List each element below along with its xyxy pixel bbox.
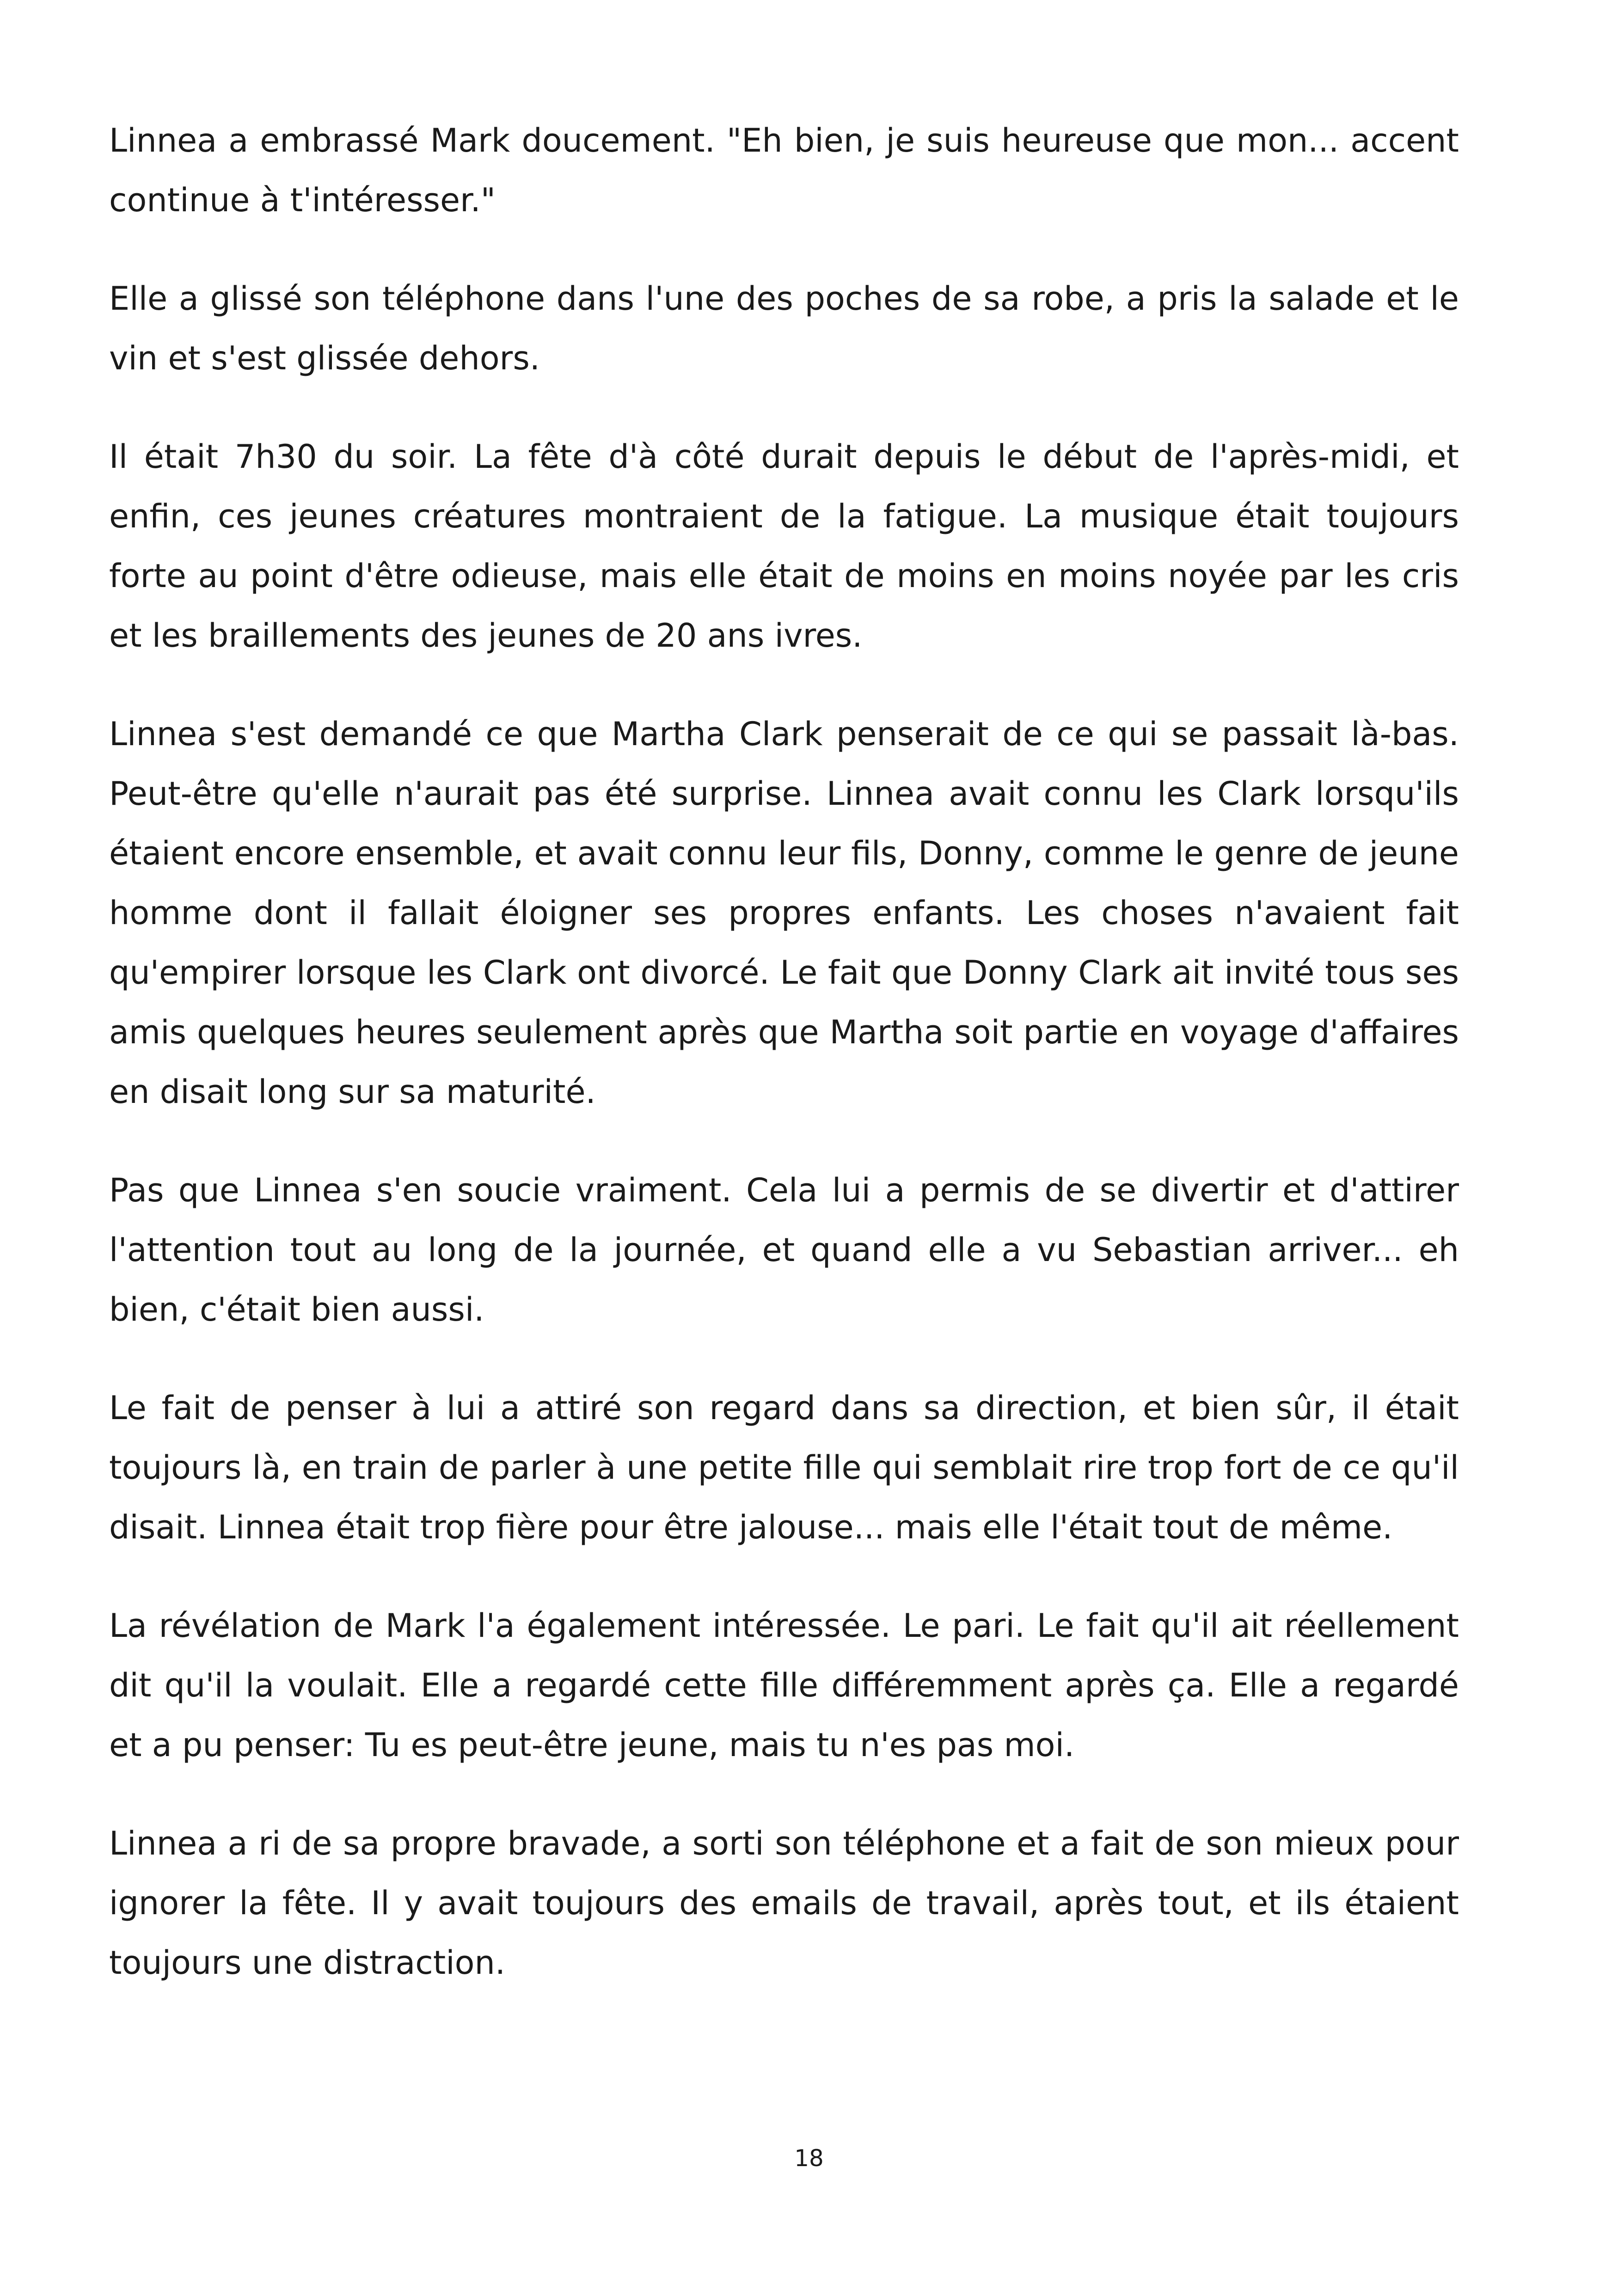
body-text: [109, 111, 1459, 2032]
page-number: 18: [794, 2145, 824, 2172]
paragraph-8: Linnea a ri de sa propre bravade, a sorti son téléphone et a fait de son mieux pour ignorer la fête. Il y avait toujours des emails de travail, après tout, et ils étaient toujours une distraction.: [109, 1825, 1459, 1982]
paragraph-6: Le fait de penser à lui a attiré son regard dans sa direction, et bien sûr, il était toujours là, en train de parler à une petite fille qui semblait rire trop fort de ce qu'il disait. Linnea était trop fière pour être jalouse... mais elle l'était tout de même.: [109, 1389, 1459, 1546]
paragraph-1: Linnea a embrassé Mark doucement. "Eh bien, je suis heureuse que mon... accent continue à t'intéresser.": [109, 122, 1459, 219]
paragraph-4: Linnea s'est demandé ce que Martha Clark penserait de ce qui se passait là-bas. Peut-être qu'elle n'aurait pas été surprise. Linnea avait connu les Clark lorsqu'ils étaient encore ensemble, et avait connu leur fils, Donny, comme le genre de jeune homme dont il fallait éloigner ses propres enfants. Les choses n'avaient fait qu'empirer lorsque les Clark ont divorcé. Le fait que Donny Clark ait invité tous ses amis quelques heures seulement après que Martha soit partie en voyage d'affaires en disait long sur sa maturité.: [109, 715, 1459, 1111]
paragraph-7: La révélation de Mark l'a également intéressée. Le pari. Le fait qu'il ait réellement dit qu'il la voulait. Elle a regardé cette fille différemment après ça. Elle a regardé et a pu penser: Tu es peut-être jeune, mais tu n'es pas moi.: [109, 1607, 1459, 1764]
paragraph-3: Il était 7h30 du soir. La fête d'à côté durait depuis le début de l'après-midi, et enfin, ces jeunes créatures montraient de la fatigue. La musique était toujours forte au point d'être odieuse, mais elle était de moins en moins noyée par les cris et les braillements des jeunes de 20 ans ivres.: [109, 438, 1459, 655]
paragraph-5: Pas que Linnea s'en soucie vraiment. Cela lui a permis de se divertir et d'attirer l'attention tout au long de la journée, et quand elle a vu Sebastian arriver... eh bien, c'était bien aussi.: [109, 1171, 1459, 1329]
paragraph-2: Elle a glissé son téléphone dans l'une des poches de sa robe, a pris la salade et le vin et s'est glissée dehors.: [109, 280, 1459, 377]
